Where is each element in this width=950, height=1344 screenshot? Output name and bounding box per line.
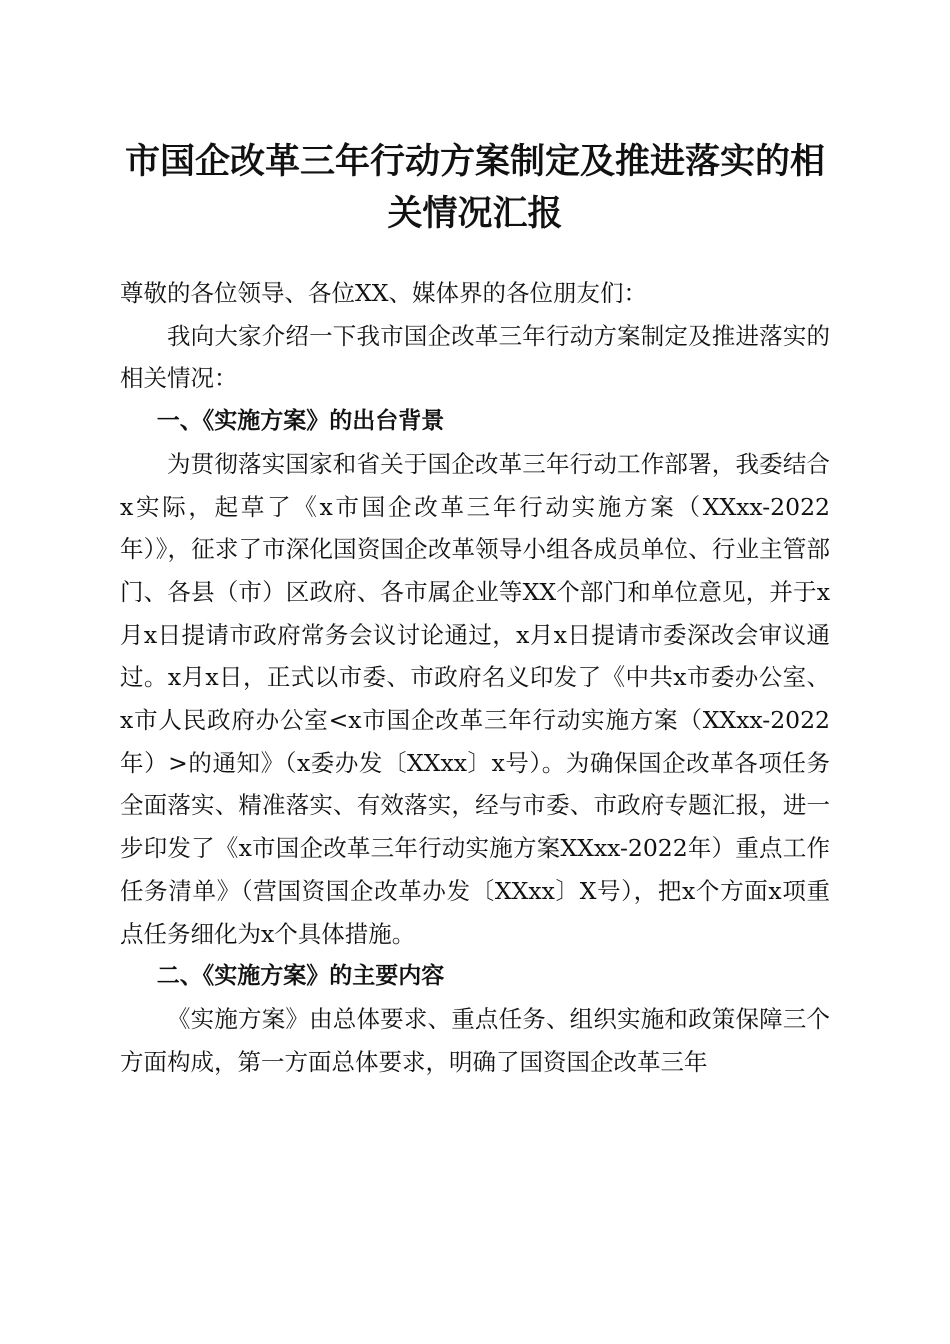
document-title: 市国企改革三年行动方案制定及推进落实的相关情况汇报 [124,141,825,234]
intro-paragraph: 我向大家介绍一下我市国企改革三年行动方案制定及推进落实的相关情况： [120,321,830,393]
section-2-heading: 二、《实施方案》的主要内容 [156,963,445,990]
salutation: 尊敬的各位领导、各位XX、媒体界的各位朋友们： [120,279,647,307]
section-2-paragraph: 《实施方案》由总体要求、重点任务、组织实施和政策保障三个方面构成，第一方面总体要求，明确了国资国企改革三年 [120,1004,830,1076]
document-body [120,272,830,1083]
section-1-heading: 一、《实施方案》的出台背景 [156,408,445,435]
section-1-paragraph: 为贯彻落实国家和省关于国企改革三年行动工作部署，我委结合x实际，起草了《x市国企改革三年行动实施方案（XXxx-2022年）》，征求了市深化国资国企改革领导小组各成员单位、行业主管部门、各县（市）区政府、各市属企业等XX个部门和单位意见，并于x月x日提请市政府常务会议讨论通过，x月x日提请市委深改会审议通过。x月x日，正式以市委、市政府名义印发了《中共x市委办公室、x市人民政府办公室<x市国企改革三年行动实施方案（XXxx-2022年）>的通知》（x委办发〔XXxx〕x号）。为确保国企改革各项任务全面落实、精准落实、有效落实，经与市委、市政府专题汇报，进一步印发了《x市国企改革三年行动实施方案XXxx-2022年）重点工作任务清单》（营国资国企改革办发〔XXxx〕X号），把x个方面x项重点任务细化为x个具体措施。 [120,449,830,948]
